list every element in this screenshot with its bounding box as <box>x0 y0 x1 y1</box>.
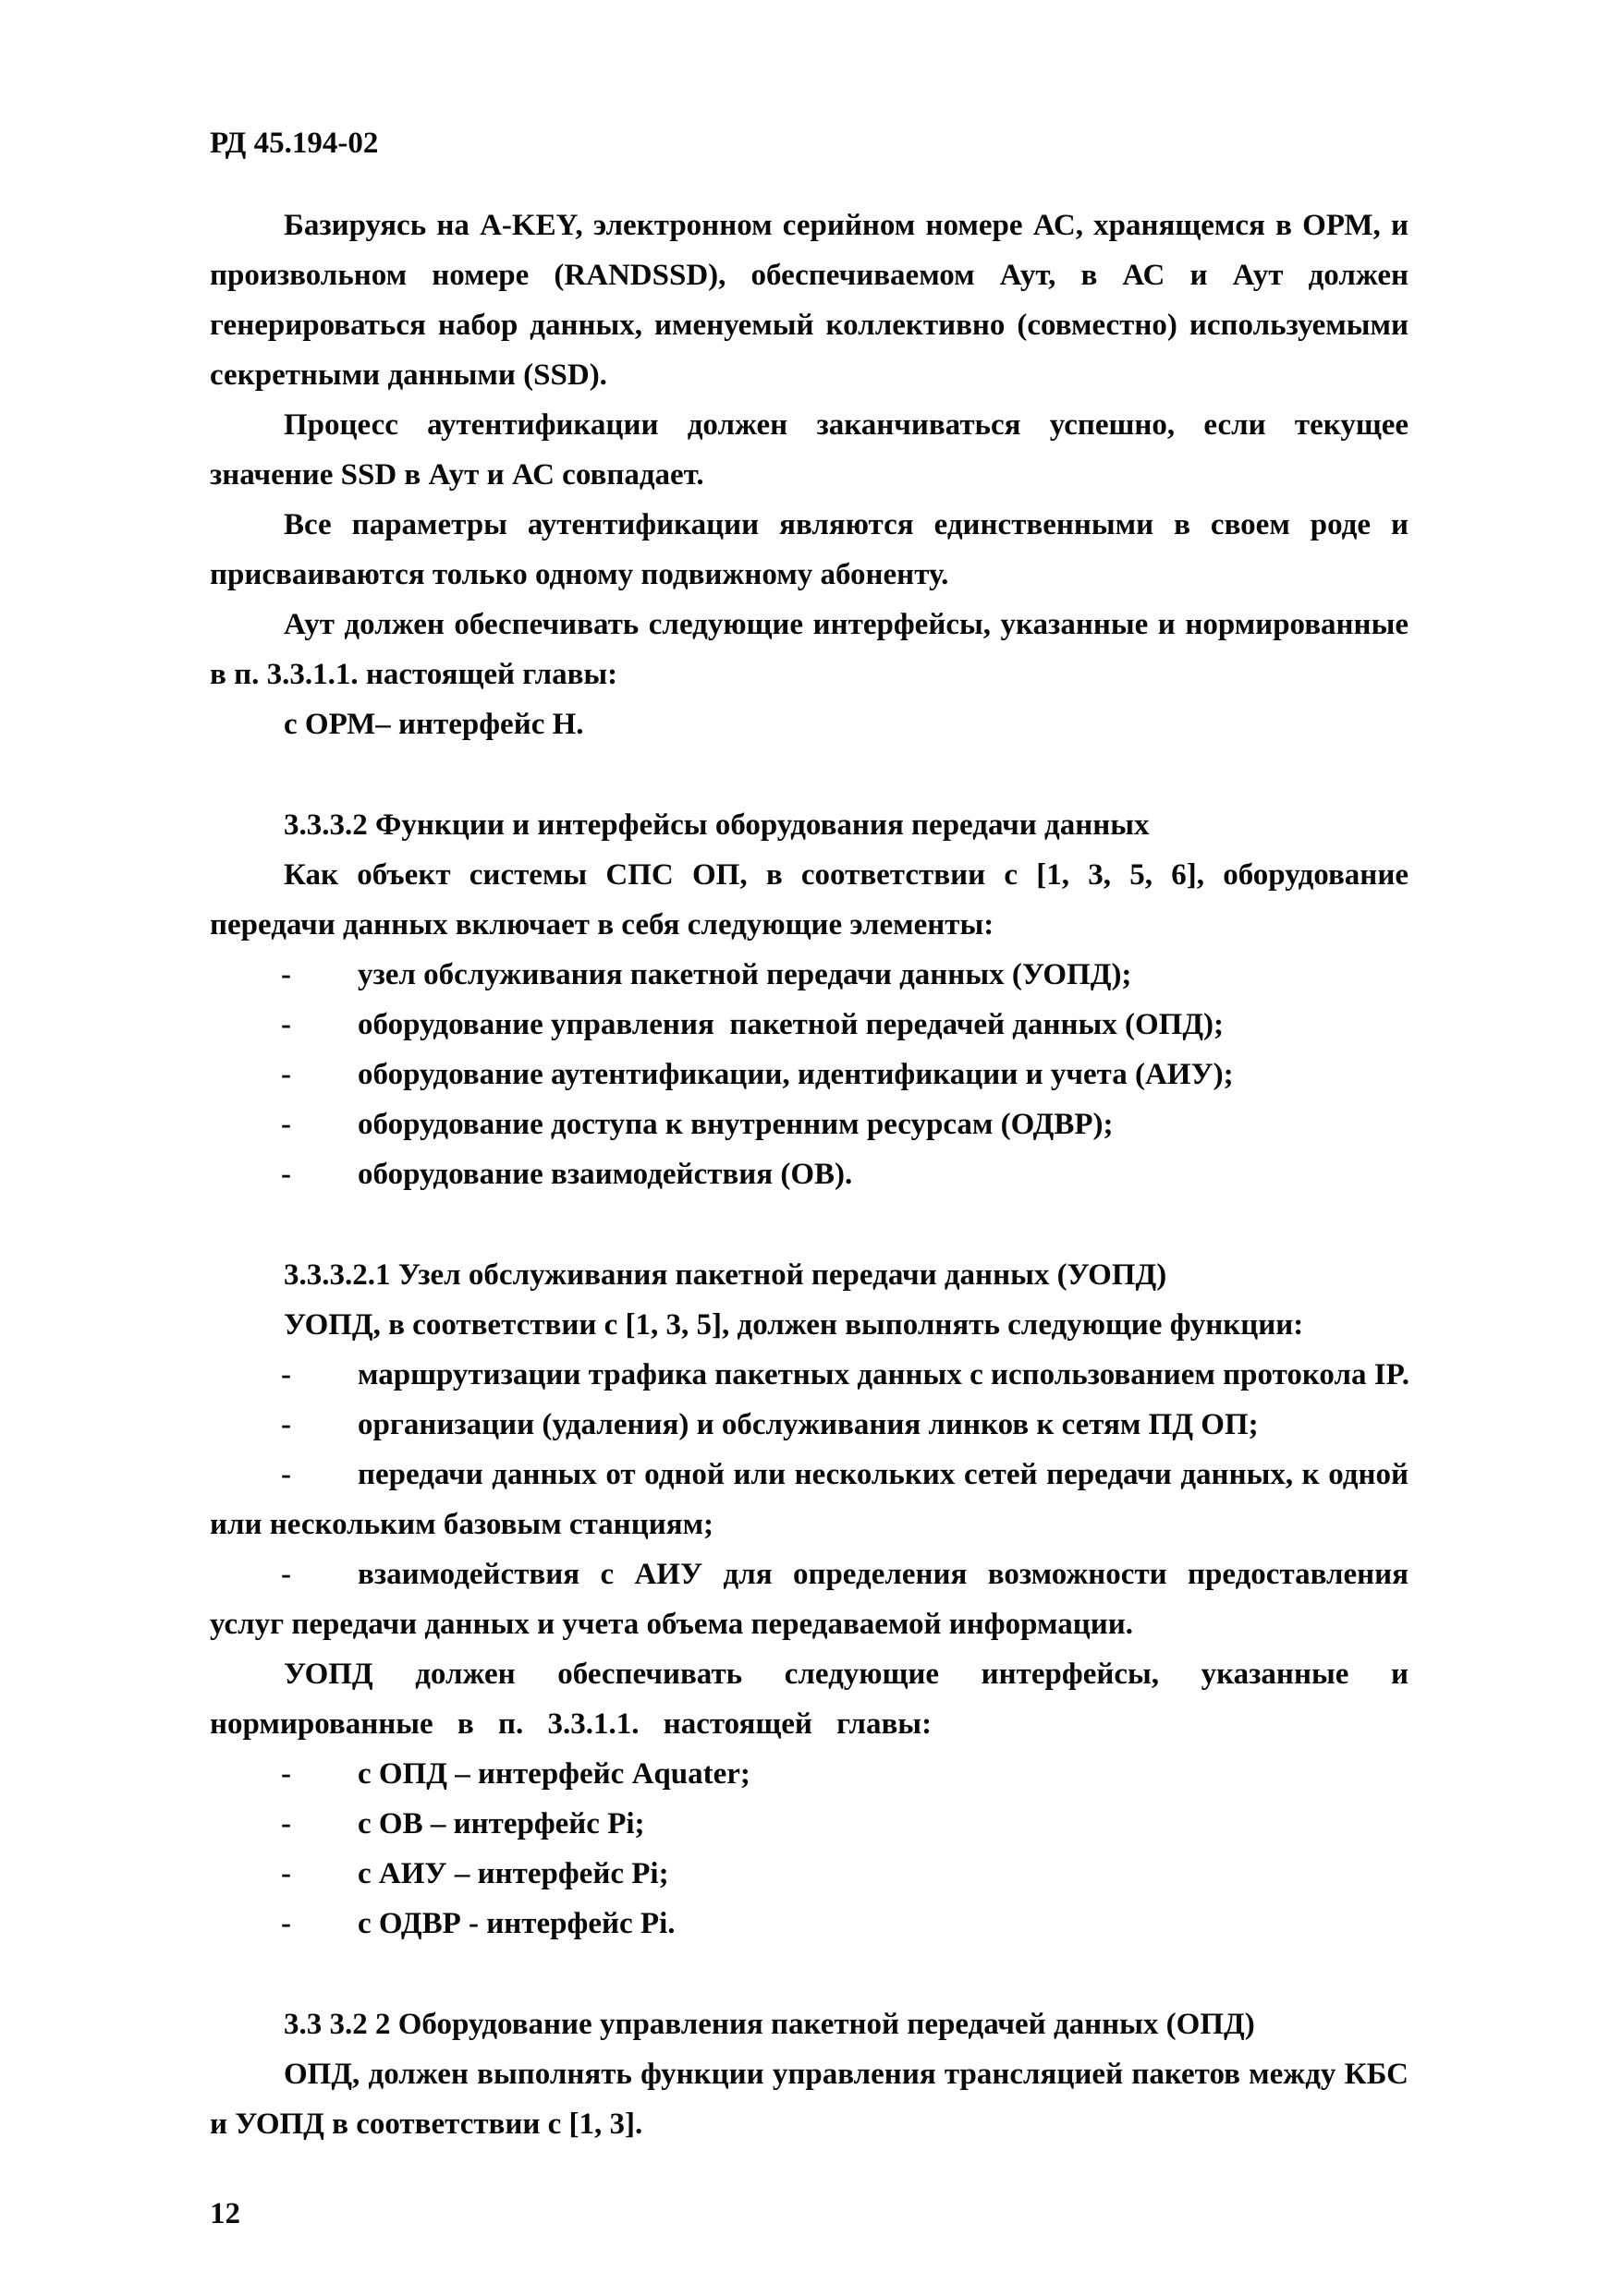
list-item: маршрутизации трафика пакетных данных с использованием протокола IP. <box>358 1358 1409 1391</box>
bullet-dash: - <box>281 1158 291 1191</box>
paragraph-aut-interfaces: Аут должен обеспечивать следующие интерфейсы, указанные и нормированные в п. 3.3.1.1. настоящей главы: <box>210 608 1409 691</box>
list-item: с ОПД – интерфейс Aquater; <box>358 1757 750 1791</box>
paragraph-auth-params: Все параметры аутентификации являются единственными в своем роде и присваиваются только одному подвижному абоненту. <box>210 508 1409 591</box>
bullet-dash: - <box>281 1558 291 1591</box>
section-heading-3332: 3.3.3.2 Функции и интерфейсы оборудования передачи данных <box>284 808 1150 842</box>
section-text-33322: ОПД, должен выполнять функции управления трансляцией пакетов между КБС и УОПД в соответствии с [1, 3]. <box>210 2058 1409 2141</box>
list-item: с ОВ – интерфейс Pi; <box>358 1807 645 1840</box>
paragraph-ssd: Базируясь на A-KEY, электронном серийном номере АС, хранящемся в ОРМ, и произвольном номере (RANDSSD), обеспечиваемом Аут, в АС и Аут должен генерироваться набор данных, именуемый коллективно (совместно) используемыми секретными данными (SSD). <box>210 209 1409 392</box>
bullet-dash: - <box>281 1757 291 1791</box>
bullet-dash: - <box>281 958 291 991</box>
bullet-dash: - <box>281 1907 291 1940</box>
bullet-dash: - <box>281 1008 291 1041</box>
list-item: с АИУ – интерфейс Pi; <box>358 1857 669 1890</box>
page-number: 12 <box>210 2197 240 2230</box>
section-heading-33321: 3.3.3.2.1 Узел обслуживания пакетной передачи данных (УОПД) <box>284 1258 1167 1292</box>
interface-h-line: с ОРМ– интерфейс Н. <box>284 708 584 741</box>
bullet-dash: - <box>281 1108 291 1141</box>
bullet-dash: - <box>281 1358 291 1391</box>
section-intro-33321: УОПД, в соответствии с [1, 3, 5], должен выполнять следующие функции: <box>284 1308 1304 1342</box>
list-item: оборудование взаимодействия (ОВ). <box>358 1158 853 1191</box>
bullet-dash: - <box>281 1408 291 1441</box>
bullet-dash: - <box>281 1857 291 1890</box>
bullet-dash: - <box>281 1458 291 1491</box>
list-item: оборудование доступа к внутренним ресурсам (ОДВР); <box>358 1108 1114 1141</box>
section-intro-3332: Как объект системы СПС ОП, в соответствии с [1, 3, 5, 6], оборудование передачи данных включает в себя следующие элементы: <box>210 858 1409 941</box>
document-code: РД 45.194-02 <box>210 127 379 160</box>
list-item: узел обслуживания пакетной передачи данных (УОПД); <box>358 958 1132 991</box>
section-heading-33322: 3.3 3.2 2 Оборудование управления пакетной передачей данных (ОПД) <box>284 2008 1255 2041</box>
list-item: оборудование аутентификации, идентификации и учета (АИУ); <box>358 1058 1234 1091</box>
bullet-dash: - <box>281 1807 291 1840</box>
bullet-dash: - <box>281 1058 291 1091</box>
list-item: с ОДВР - интерфейс Pi. <box>358 1907 676 1940</box>
list-item: передачи данных от одной или нескольких сетей передачи данных, к одной или нескольким базовым станциям; <box>210 1458 1409 1541</box>
list-item: организации (удаления) и обслуживания линков к сетям ПД ОП; <box>358 1408 1259 1441</box>
list-item: оборудование управления пакетной передачей данных (ОПД); <box>358 1008 1225 1041</box>
interfaces-intro-33321: УОПД должен обеспечивать следующие интерфейсы, указанные и нормированные в п. 3.3.1.1. настоящей главы: <box>210 1658 1409 1741</box>
paragraph-auth-process: Процесс аутентификации должен заканчиваться успешно, если текущее значение SSD в Аут и АС совпадает. <box>210 408 1409 492</box>
list-item: взаимодействия с АИУ для определения возможности предоставления услуг передачи данных и учета объема передаваемой информации. <box>210 1558 1409 1641</box>
